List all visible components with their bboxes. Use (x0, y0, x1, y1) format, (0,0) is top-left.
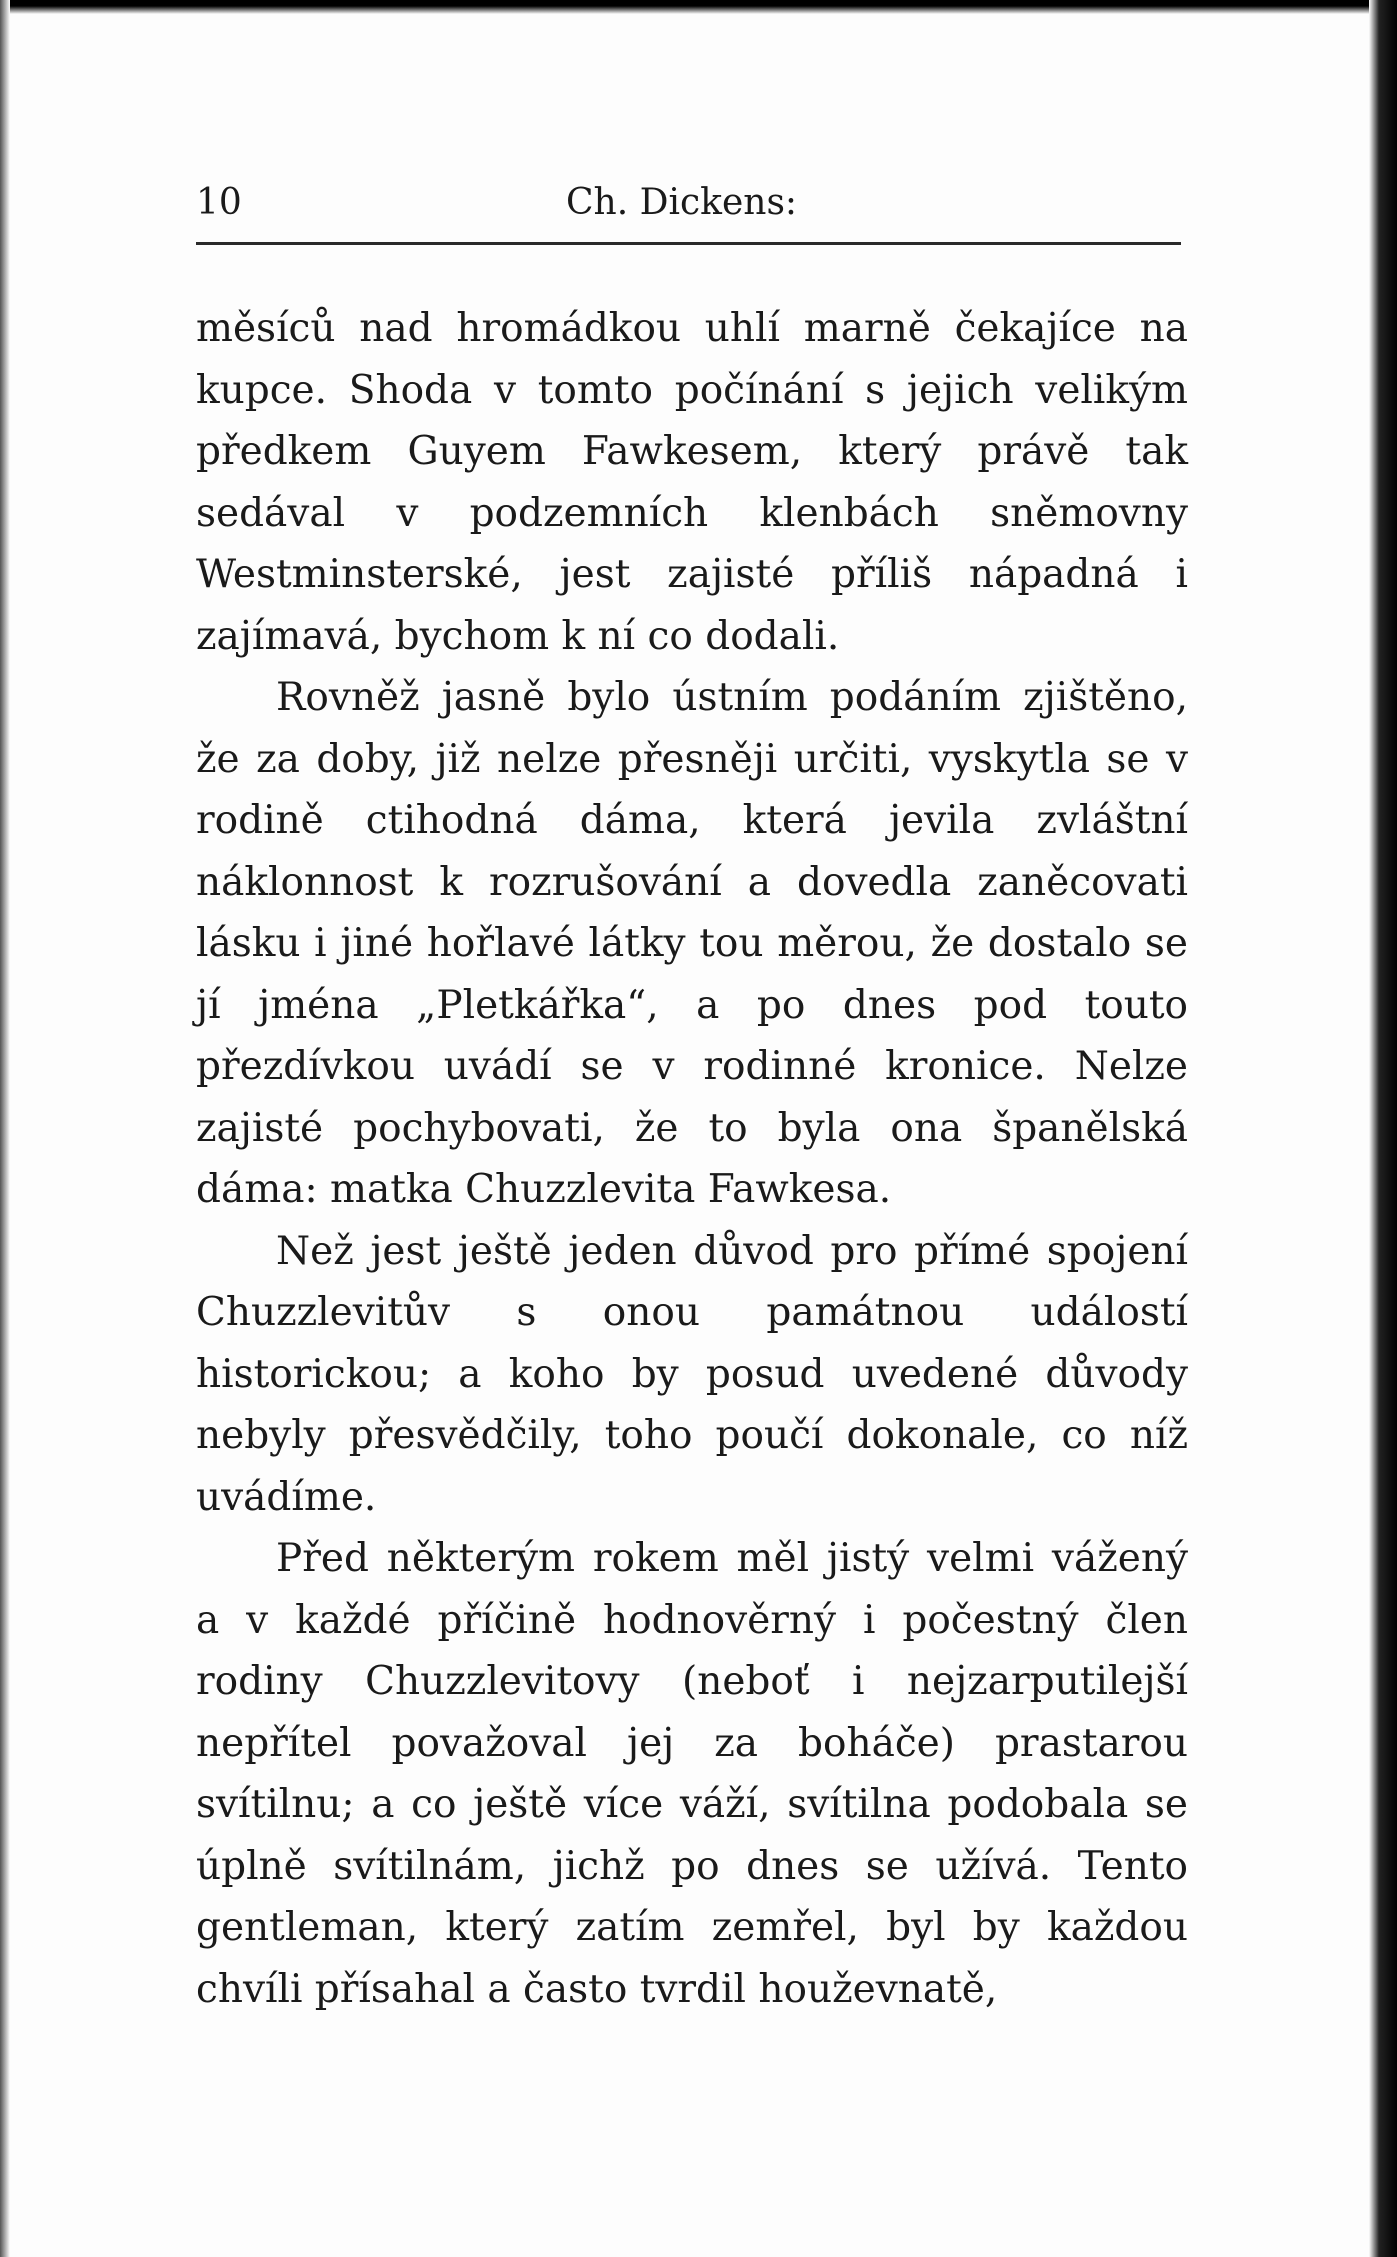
scan-edge-right (1369, 0, 1397, 2257)
scan-edge-top (0, 0, 1397, 14)
body-text (196, 298, 1188, 2020)
page-number: 10 (196, 182, 242, 223)
paragraph-1: měsíců nad hromádkou uhlí marně čekajíce na kupce. Shoda v tomto počínání s jejich velikým předkem Guyem Fawkesem, který právě tak sedával v podzemních klenbách sněmovny Westminsterské, jest zajisté příliš nápadná i zajímavá, bychom k ní co dodali. (196, 306, 1188, 659)
paragraph-2: Rovněž jasně bylo ústním podáním zjištěno, že za doby, již nelze přesněji určiti, vyskytla se v rodině ctihodná dáma, která jevila zvláštní náklonnost k rozrušování a dovedla zaněcovati lásku i jiné hořlavé látky tou měrou, že dostalo se jí jména „Pletkářka“, a po dnes pod touto přezdívkou uvádí se v rodinné kronice. Nelze zajisté pochybovati, že to byla ona španělská dáma: matka Chuzzlevita Fawkesa. (196, 675, 1188, 1212)
paragraph-4: Před některým rokem měl jistý velmi vážený a v každé příčině hodnověrný i počestný člen rodiny Chuzzlevitovy (neboť i nejzarputilejší nepřítel považoval jej za boháče) prastarou svítilnu; a co ještě více váží, svítilna podobala se úplně svítilnám, jichž po dnes se užívá. Tento gentleman, který zatím zemřel, byl by každou chvíli přísahal a často tvrdil houževnatě, (196, 1536, 1188, 2012)
running-head (196, 178, 1186, 228)
scan-edge-left (0, 0, 10, 2257)
paragraph-3: Než jest ještě jeden důvod pro přímé spojení Chuzzlevitův s onou památnou událostí historickou; a koho by posud uvedené důvody nebyly přesvědčily, toho poučí dokonale, co níž uvádíme. (196, 1228, 1188, 1520)
running-title: Ch. Dickens: (566, 182, 798, 223)
header-rule (196, 242, 1181, 245)
